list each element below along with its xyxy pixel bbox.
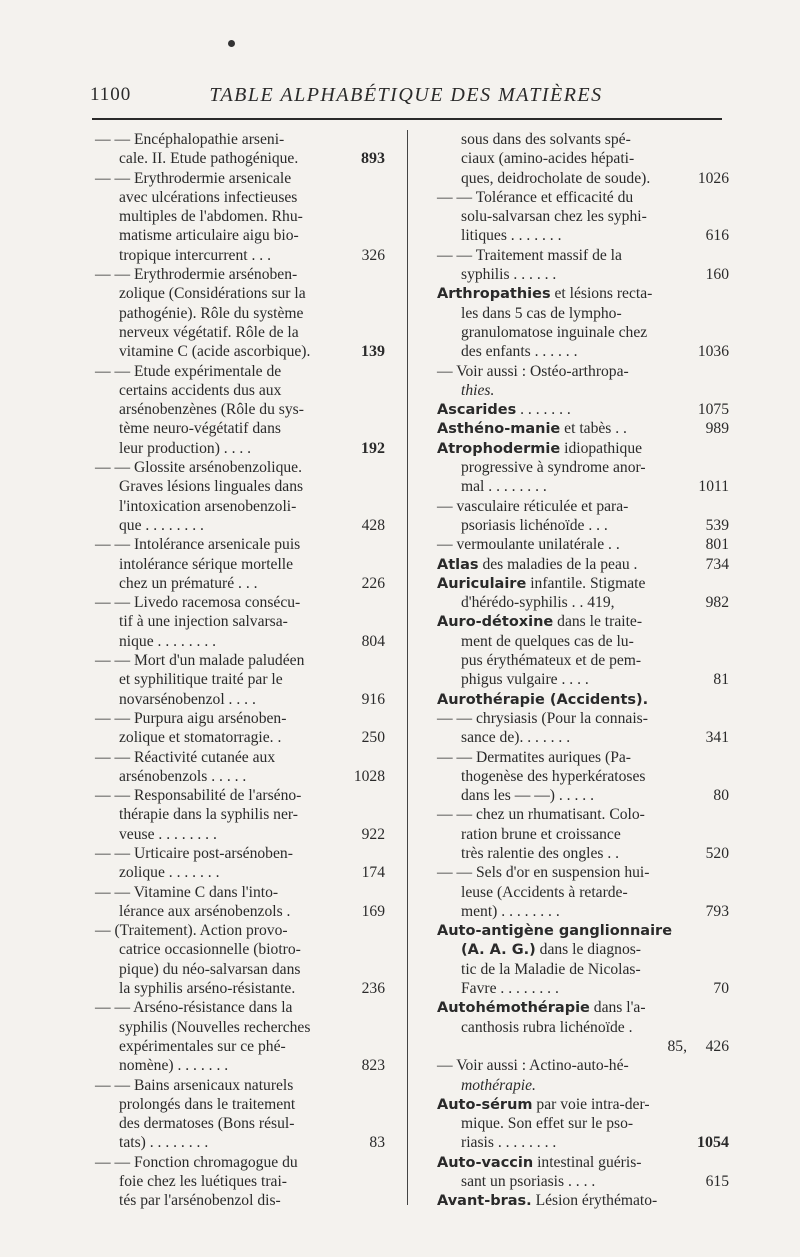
index-line — [437, 284, 729, 303]
index-entry-text: — — chrysiasis (Pour la connais- — [437, 709, 648, 727]
index-line — [95, 188, 385, 207]
index-entry-text: — — Arséno-résistance dans la — [95, 999, 293, 1017]
index-entry-text: solu-salvarsan chez les syphi- — [461, 208, 647, 226]
index-line — [95, 1095, 385, 1114]
headword: Auro-détoxine — [437, 614, 554, 631]
index-entry-text: l'intoxication arsenobenzoli- — [119, 497, 297, 515]
index-entry-text: sance de). . . . . . . — [461, 729, 571, 747]
index-line — [95, 979, 385, 998]
index-line — [437, 612, 729, 631]
index-line — [437, 439, 729, 458]
index-line — [437, 574, 729, 593]
index-line — [437, 1095, 729, 1114]
headword: Arthropathies — [437, 286, 551, 303]
index-line — [95, 246, 385, 265]
index-entry-text: intolérance sérique mortelle — [119, 555, 294, 573]
index-line — [95, 400, 385, 419]
page-reference: 160 — [705, 266, 729, 284]
index-entry-text: Atlas des maladies de la peau . — [437, 555, 638, 573]
index-entry-text: — — Dermatites auriques (Pa- — [437, 748, 632, 766]
index-line — [437, 226, 729, 245]
index-line — [95, 304, 385, 323]
index-line — [437, 1153, 729, 1172]
index-entry-text: Auriculaire infantile. Stigmate — [437, 574, 646, 592]
index-entry-text: cale. II. Etude pathogénique. — [119, 150, 299, 168]
page-reference: 539 — [705, 516, 729, 534]
page-reference: 520 — [705, 844, 729, 862]
page-reference: 428 — [361, 516, 385, 534]
index-entry-text: novarsénobenzol . . . . — [119, 690, 256, 708]
right-column — [437, 130, 729, 1211]
index-line — [95, 323, 385, 342]
index-entry-text: lérance aux arsénobenzols . — [119, 902, 291, 920]
index-entry-text: — — Sels d'or en suspension hui- — [437, 864, 650, 882]
index-entry-text: — — Livedo racemosa consécu- — [95, 594, 301, 612]
index-entry-text: — Voir aussi : Ostéo-arthropa- — [437, 362, 629, 380]
index-line — [95, 670, 385, 689]
index-entry-text: leur production) . . . . — [119, 439, 252, 457]
index-entry-text: multiples de l'abdomen. Rhu- — [119, 208, 303, 226]
index-line — [437, 130, 729, 149]
index-entry-text: — — Erythrodermie arsénoben- — [95, 266, 298, 284]
index-entry-text: pathogénie). Rôle du système — [119, 304, 304, 322]
index-entry-text: — — Tolérance et efficacité du — [437, 188, 634, 206]
index-entry-text: tème neuro-végétatif dans — [119, 420, 281, 438]
index-entry-text: Atrophodermie idiopathique — [437, 439, 643, 457]
index-line — [437, 940, 729, 959]
index-line — [95, 940, 385, 959]
page-reference: 1054 — [697, 1134, 729, 1152]
page-reference: 326 — [361, 246, 385, 264]
index-entry-text: — vermoulante unilatérale . . — [437, 536, 620, 554]
index-entry-text: des dermatoses (Bons résul- — [119, 1115, 295, 1133]
index-line — [95, 844, 385, 863]
index-entry-text: mal . . . . . . . . — [461, 478, 547, 496]
headword: Ascarides — [437, 402, 517, 419]
page-reference: 70 — [713, 980, 729, 998]
index-entry-text: la syphilis arséno-résistante. — [119, 980, 296, 998]
page-reference: 341 — [705, 729, 729, 747]
page-reference: 81 — [713, 671, 729, 689]
index-line — [95, 226, 385, 245]
index-line — [95, 169, 385, 188]
index-entry-text: — vasculaire réticulée et para- — [437, 497, 629, 515]
index-line — [437, 748, 729, 767]
index-entry-text: Auto-sérum par voie intra-der- — [437, 1095, 650, 1113]
index-line — [95, 593, 385, 612]
index-entry-text: chez un prématuré . . . — [119, 574, 258, 592]
index-line — [437, 670, 729, 689]
index-line — [95, 1172, 385, 1191]
index-entry-text: avec ulcérations infectieuses — [119, 188, 298, 206]
index-line — [437, 169, 729, 188]
index-entry-text: — — Encéphalopathie arseni- — [95, 131, 285, 148]
headword: Aurothérapie (Accidents). — [437, 691, 649, 708]
index-entry-text: veuse . . . . . . . . — [119, 825, 217, 843]
index-line — [95, 535, 385, 554]
headword: Auriculaire — [437, 575, 527, 592]
index-line — [437, 207, 729, 226]
index-line — [437, 1191, 729, 1210]
index-entry-text: tic de la Maladie de Nicolas- — [461, 960, 641, 978]
index-entry-text: Ascarides . . . . . . . — [437, 401, 571, 419]
page-reference: 1011 — [698, 478, 729, 496]
index-entry-text: — — Responsabilité de l'arséno- — [95, 787, 302, 805]
index-entry-text: zolique (Considérations sur la — [119, 285, 306, 303]
index-entry-text: ciaux (amino-acides hépati- — [461, 150, 635, 168]
headword: Asthéno-manie — [437, 421, 561, 438]
index-entry-text: Favre . . . . . . . . — [461, 980, 559, 998]
index-line — [95, 863, 385, 882]
headword: Autohémothérapie — [437, 1000, 590, 1017]
index-line — [437, 304, 729, 323]
index-line — [95, 902, 385, 921]
index-line — [95, 883, 385, 902]
page-header — [90, 80, 722, 110]
index-line — [437, 381, 729, 400]
index-entry-text: expérimentales sur ce phé- — [119, 1037, 286, 1055]
index-entry-text: d'hérédo-syphilis . . 419, — [461, 594, 615, 612]
index-entry-text: Asthéno-manie et tabès . . — [437, 420, 627, 438]
index-entry-text: Autohémothérapie dans l'a- — [437, 999, 646, 1017]
index-line — [95, 284, 385, 303]
index-entry-text: vitamine C (acide ascorbique). — [119, 343, 311, 361]
index-entry-text: nomène) . . . . . . . — [119, 1057, 229, 1075]
ink-dot — [228, 40, 235, 47]
index-line — [437, 1056, 729, 1075]
index-line — [437, 805, 729, 824]
page-reference: 250 — [361, 729, 385, 747]
index-entry-text: foie chez les luétiques trai- — [119, 1173, 287, 1191]
index-line — [95, 709, 385, 728]
page-reference: 226 — [361, 574, 385, 592]
index-entry-text: matisme articulaire aigu bio- — [119, 227, 299, 245]
page-reference: 236 — [361, 980, 385, 998]
index-entry-text: ment de quelques cas de lu- — [461, 632, 634, 650]
page-reference: 804 — [361, 632, 385, 650]
index-entry-text: Arthropathies et lésions recta- — [437, 285, 653, 303]
index-line — [95, 748, 385, 767]
index-entry-text: ration brune et croissance — [461, 825, 621, 843]
index-line — [95, 1037, 385, 1056]
index-entry-text: — (Traitement). Action provo- — [95, 922, 288, 940]
index-entry-text: et syphilitique traité par le — [119, 671, 283, 689]
page-number: 1100 — [90, 84, 132, 105]
index-entry-text: (A. A. G.) dans le diagnos- — [461, 941, 642, 959]
index-entry-text: — — Purpura aigu arsénoben- — [95, 709, 287, 727]
index-entry-text: sous dans des solvants spé- — [461, 131, 631, 148]
index-line — [437, 1076, 729, 1095]
index-line — [437, 690, 729, 709]
index-line — [437, 921, 729, 940]
index-line — [437, 149, 729, 168]
index-entry-text — [437, 690, 648, 710]
page-reference: 982 — [705, 594, 729, 612]
page-reference: 823 — [361, 1057, 385, 1075]
index-line — [437, 323, 729, 342]
index-line — [437, 497, 729, 516]
index-line — [437, 593, 729, 612]
page-reference: 1028 — [353, 767, 385, 785]
index-line — [437, 246, 729, 265]
index-line — [437, 1037, 729, 1056]
index-line — [437, 1172, 729, 1191]
index-entry-text: — — Traitement massif de la — [437, 246, 622, 264]
index-entry-text: pus érythémateux et de pem- — [461, 652, 642, 670]
index-entry-text: Auto-vaccin intestinal guéris- — [437, 1153, 642, 1171]
index-line — [437, 863, 729, 882]
page-reference: 916 — [361, 690, 385, 708]
index-line — [95, 574, 385, 593]
page-reference: 174 — [361, 864, 385, 882]
index-line — [95, 419, 385, 438]
index-line — [95, 1191, 385, 1210]
index-entry-text: litiques . . . . . . . — [461, 227, 562, 245]
index-entry-text: granulomatose inguinale chez — [461, 323, 648, 341]
index-entry-text: ment) . . . . . . . . — [461, 902, 560, 920]
headword: Auto-antigène ganglionnaire — [437, 923, 673, 940]
index-entry-text: certains accidents dus aux — [119, 381, 282, 399]
index-entry-text: thogenèse des hyperkératoses — [461, 767, 646, 785]
running-title: TABLE ALPHABÉTIQUE DES MATIÈRES — [209, 84, 603, 106]
index-entry-text: thérapie dans la syphilis ner- — [119, 806, 298, 824]
index-entry-text: syphilis (Nouvelles recherches — [119, 1018, 311, 1036]
index-line — [437, 709, 729, 728]
index-line — [437, 265, 729, 284]
index-entry-text: zolique . . . . . . . — [119, 864, 220, 882]
index-entry-text: — — Etude expérimentale de — [95, 362, 282, 380]
index-entry-text: canthosis rubra lichénoïde . — [461, 1018, 633, 1036]
index-line — [95, 1076, 385, 1095]
index-line — [95, 825, 385, 844]
index-entry-text: — — Bains arsenicaux naturels — [95, 1076, 294, 1094]
index-line — [95, 342, 385, 361]
headword: Avant-bras. — [437, 1193, 532, 1210]
index-entry-text: — — Glossite arsénobenzolique. — [95, 459, 303, 477]
index-line — [95, 381, 385, 400]
index-entry-text: — — Urticaire post-arsénoben- — [95, 844, 293, 862]
headword: Atlas — [437, 556, 479, 573]
index-line — [95, 786, 385, 805]
index-entry-text: psoriasis lichénoïde . . . — [461, 516, 608, 534]
index-line — [95, 1153, 385, 1172]
index-line — [437, 535, 729, 554]
index-line — [95, 1114, 385, 1133]
index-line — [95, 632, 385, 651]
index-line — [95, 516, 385, 535]
index-entry-text: nerveux végétatif. Rôle de la — [119, 323, 299, 341]
index-entry-text: dans les — —) . . . . . — [461, 787, 594, 805]
index-line — [95, 690, 385, 709]
index-entry-text: des enfants . . . . . . — [461, 343, 578, 361]
index-entry-text: — Voir aussi : Actino-auto-hé- — [437, 1057, 629, 1075]
index-line — [437, 632, 729, 651]
index-line — [437, 555, 729, 574]
index-line — [437, 844, 729, 863]
index-entry-text: Avant-bras. Lésion érythémato- — [437, 1192, 658, 1210]
index-line — [437, 960, 729, 979]
index-line — [95, 1018, 385, 1037]
index-line — [437, 883, 729, 902]
index-entry-text: progressive à syndrome anor- — [461, 459, 646, 477]
index-line — [95, 651, 385, 670]
index-entry-text: prolongés dans le traitement — [119, 1095, 296, 1113]
index-line — [95, 207, 385, 226]
index-line — [437, 188, 729, 207]
index-line — [95, 477, 385, 496]
index-entry-text: tats) . . . . . . . . — [119, 1134, 209, 1152]
index-line — [437, 516, 729, 535]
index-entry-text: tés par l'arsénobenzol dis- — [119, 1192, 281, 1210]
index-line — [95, 612, 385, 631]
index-line — [95, 805, 385, 824]
index-line — [437, 477, 729, 496]
index-line — [437, 362, 729, 381]
index-entry-text — [437, 921, 672, 941]
index-entry-text: syphilis . . . . . . — [461, 266, 557, 284]
index-line — [437, 825, 729, 844]
page-reference: 80 — [713, 787, 729, 805]
index-entry-text: — — Mort d'un malade paludéen — [95, 652, 305, 670]
index-line — [437, 342, 729, 361]
index-line — [437, 419, 729, 438]
headword: Auto-sérum — [437, 1096, 533, 1113]
index-line — [95, 130, 385, 149]
index-entry-text: phigus vulgaire . . . . — [461, 671, 589, 689]
index-entry-text: — — Intolérance arsenicale puis — [95, 536, 301, 554]
index-entry-text: tif à une injection salvarsa- — [119, 613, 288, 631]
index-line — [437, 902, 729, 921]
page-reference: 83 — [369, 1134, 385, 1152]
index-entry-text: thies. — [461, 381, 495, 399]
index-line — [95, 1133, 385, 1152]
page-reference: 169 — [361, 902, 385, 920]
page-reference: 192 — [361, 439, 385, 457]
page-reference: 426 — [705, 1037, 729, 1055]
index-entry-text: les dans 5 cas de lympho- — [461, 304, 622, 322]
index-line — [437, 998, 729, 1017]
index-line — [437, 1018, 729, 1037]
page-reference: 139 — [361, 343, 385, 361]
index-entry-text: très ralentie des ongles . . — [461, 844, 620, 862]
index-entry-text: Auro-détoxine dans le traite- — [437, 613, 643, 631]
index-entry-text: nique . . . . . . . . — [119, 632, 217, 650]
index-line — [437, 979, 729, 998]
index-line — [437, 400, 729, 419]
page-reference: 616 — [705, 227, 729, 245]
index-line — [437, 1133, 729, 1152]
page-reference: 734 — [705, 555, 729, 573]
index-entry-text: Graves lésions linguales dans — [119, 478, 304, 496]
page-reference: 793 — [705, 902, 729, 920]
headword: (A. A. G.) — [461, 942, 536, 959]
index-line — [95, 767, 385, 786]
headword: Atrophodermie — [437, 440, 561, 457]
page-reference: 801 — [705, 536, 729, 554]
index-line — [437, 458, 729, 477]
page-reference: 615 — [705, 1173, 729, 1191]
column-divider — [407, 130, 408, 1205]
index-entry-text: arsénobenzènes (Rôle du sys- — [119, 401, 304, 419]
index-entry-text: leuse (Accidents à retarde- — [461, 883, 628, 901]
index-line — [95, 921, 385, 940]
index-line — [95, 1056, 385, 1075]
headword: Auto-vaccin — [437, 1154, 534, 1171]
index-entry-text: — — chez un rhumatisant. Colo- — [437, 806, 645, 824]
index-entry-text: 85, — [667, 1037, 687, 1055]
index-entry-text: catrice occasionnelle (biotro- — [119, 941, 301, 959]
index-entry-text: mothérapie. — [461, 1076, 536, 1094]
page-reference: 893 — [361, 150, 385, 168]
index-entry-text: sant un psoriasis . . . . — [461, 1173, 596, 1191]
page-reference: 1036 — [697, 343, 729, 361]
index-entry-text: mique. Son effet sur le pso- — [461, 1115, 634, 1133]
index-entry-text: que . . . . . . . . — [119, 516, 204, 534]
index-line — [437, 651, 729, 670]
page-reference: 1075 — [697, 401, 729, 419]
index-line — [95, 362, 385, 381]
index-line — [95, 960, 385, 979]
index-entry-text: — — Fonction chromagogue du — [95, 1153, 298, 1171]
index-entry-text: — — Réactivité cutanée aux — [95, 748, 276, 766]
index-line — [95, 555, 385, 574]
page-reference: 1026 — [697, 169, 729, 187]
index-line — [95, 265, 385, 284]
index-entry-text: — — Vitamine C dans l'into- — [95, 883, 279, 901]
page-reference: 989 — [705, 420, 729, 438]
index-entry-text: ques, deidrocholate de soude). — [461, 169, 651, 187]
index-line — [95, 439, 385, 458]
index-line — [437, 767, 729, 786]
index-entry-text: riasis . . . . . . . . — [461, 1134, 557, 1152]
index-line — [95, 728, 385, 747]
page-reference: 922 — [361, 825, 385, 843]
header-rule — [92, 118, 722, 120]
index-entry-text: arsénobenzols . . . . . — [119, 767, 247, 785]
index-line — [95, 149, 385, 168]
index-entry-text: pique) du néo-salvarsan dans — [119, 960, 301, 978]
left-column — [95, 130, 385, 1211]
index-line — [95, 998, 385, 1017]
index-line — [95, 458, 385, 477]
index-line — [95, 497, 385, 516]
index-line — [437, 1114, 729, 1133]
index-line — [437, 786, 729, 805]
index-line — [437, 728, 729, 747]
index-entry-text: — — Erythrodermie arsenicale — [95, 169, 292, 187]
index-entry-text: zolique et stomatorragie. . — [119, 729, 282, 747]
index-entry-text: tropique intercurrent . . . — [119, 246, 271, 264]
